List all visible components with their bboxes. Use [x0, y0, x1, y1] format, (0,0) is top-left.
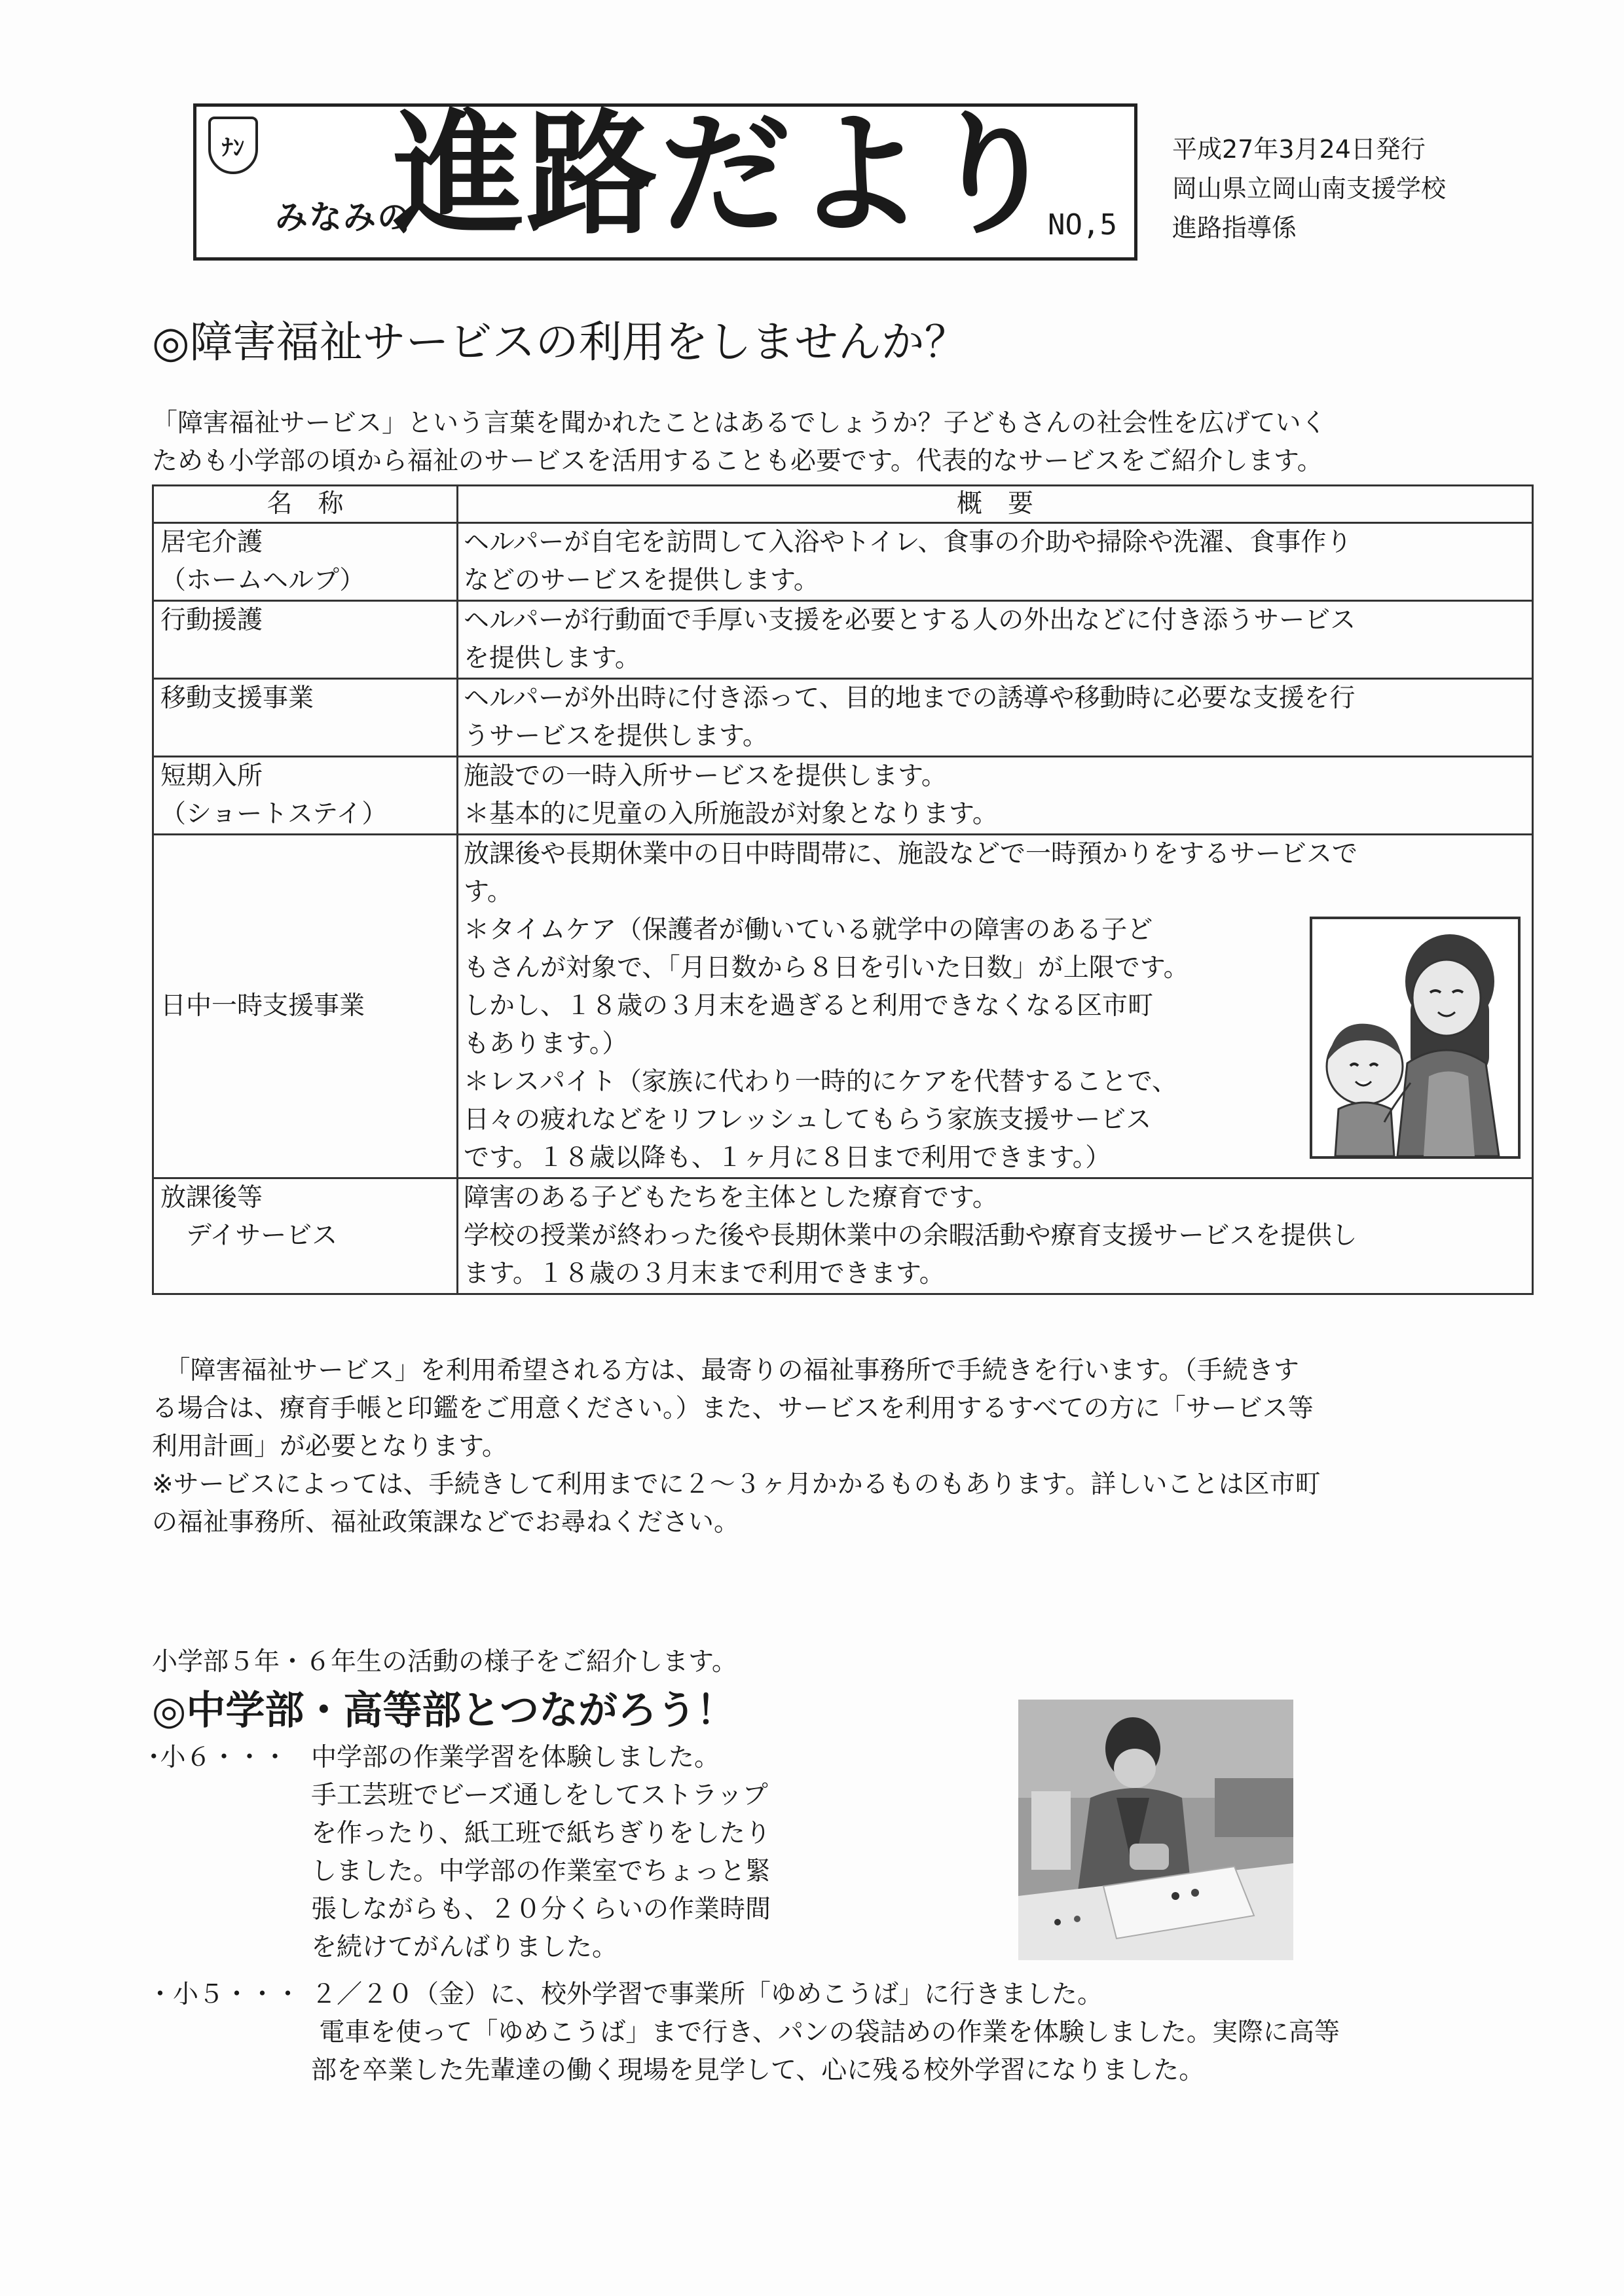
item6-line: 手工芸班でビーズ通しをしてストラップ	[311, 1781, 768, 1810]
table-header-row	[153, 486, 1533, 523]
note-line: 「障害福祉サービス」を利用希望される方は、最寄りの福祉事務所で手続きを行います。（手続きす	[152, 1356, 1299, 1385]
services-table	[152, 484, 1534, 1295]
mother-child-icon	[1312, 919, 1518, 1156]
publication-date: 平成27年3月24日発行	[1172, 135, 1426, 164]
school-logo	[208, 117, 258, 174]
school-name: 岡山県立岡山南支援学校	[1172, 174, 1447, 203]
table-row	[153, 523, 1533, 601]
note-line: る場合は、療育手帳と印鑑をご用意ください。）また、サービスを利用するすべての方に「サービス等	[152, 1394, 1314, 1423]
desc-line: 放課後や長期休業中の日中時間帯に、施設などで一時預かりをするサービスで	[464, 839, 1358, 869]
section1-heading: ◎障害福祉サービスの利用をしませんか？	[152, 317, 968, 367]
service-name: 行動援護	[153, 601, 458, 679]
header-summary: 概 要	[458, 486, 1533, 523]
desc-line: 学校の授業が終わった後や長期休業中の余暇活動や療育支援サービスを提供し	[464, 1221, 1357, 1250]
student-working-photo-icon	[1018, 1700, 1293, 1960]
desc-line: などのサービスを提供します。	[464, 566, 819, 595]
publication-info	[1172, 130, 1446, 247]
desc-line: を提供します。	[464, 644, 640, 673]
desc-line: ます。１８歳の３月末まで利用できます。	[464, 1259, 945, 1288]
service-name: 日中一時支援事業	[153, 835, 458, 1178]
service-name: 居宅介護 （ホームヘルプ）	[153, 523, 458, 601]
issue-number: NO,5	[1048, 208, 1117, 242]
desc-line: 障害のある子どもたちを主体とした療育です。	[464, 1183, 998, 1212]
service-name: 短期入所 （ショートステイ）	[153, 757, 458, 835]
item6-text	[311, 1739, 1005, 1967]
desc-line: ヘルパーが自宅を訪問して入浴やトイレ、食事の介助や掃除や洗濯、食事作り	[464, 528, 1352, 557]
section1-notes	[152, 1352, 1560, 1542]
service-desc	[458, 679, 1533, 757]
masthead-title: 進路だより	[393, 97, 1061, 253]
item5-first-line: ２／２０（金）に、校外学習で事業所「ゆめこうば」に行きました。	[311, 1980, 1103, 2009]
note-line: 利用計画」が必要となります。	[152, 1432, 507, 1461]
note-line: の福祉事務所、福祉政策課などでお尋ねください。	[152, 1508, 740, 1537]
school-logo-mark: ﾅﾝ	[222, 134, 244, 161]
desc-line: もあります。）	[464, 1029, 628, 1059]
item5-label: ・小５・・・	[147, 1980, 301, 2009]
mother-child-illustration	[1310, 917, 1521, 1159]
note-line: ※サービスによっては、手続きして利用までに２～３ヶ月かかるものもあります。詳しいことは区市町	[152, 1470, 1321, 1499]
section2-heading: ◎中学部・高等部とつながろう！	[152, 1688, 736, 1734]
item6-line: を作ったり、紙工班で紙ちぎりをしたり	[311, 1819, 771, 1848]
item6-line: 張しながらも、２０分くらいの作業時間	[311, 1895, 771, 1924]
desc-line: もさんが対象で、「月日数から８日を引いた日数」が上限です。	[464, 953, 1189, 983]
item6-label: ･小６・・・	[147, 1743, 288, 1772]
table-row	[153, 601, 1533, 679]
table-row	[153, 679, 1533, 757]
service-desc	[458, 1178, 1533, 1294]
desc-line: す。	[464, 877, 513, 907]
service-desc	[458, 601, 1533, 679]
department-name: 進路指導係	[1172, 213, 1297, 242]
section1-intro	[152, 405, 1560, 481]
desc-line: ＊タイムケア（保護者が働いている就学中の障害のある子ど	[464, 915, 1153, 945]
service-desc	[458, 523, 1533, 601]
desc-line: 施設での一時入所サービスを提供します。	[464, 761, 947, 791]
item5-line: 部を卒業した先輩達の働く現場を見学して、心に残る校外学習になりました。	[311, 2056, 1205, 2085]
intro-line: 「障害福祉サービス」という言葉を聞かれたことはあるでしょうか？子どもさんの社会性を広げていく	[152, 409, 1327, 438]
desc-line: ＊基本的に児童の入所施設が対象となります。	[464, 799, 998, 829]
header-name: 名 称	[153, 486, 458, 523]
desc-line: 日々の疲れなどをリフレッシュしてもらう家族支援サービス	[464, 1105, 1152, 1135]
item6-line: 中学部の作業学習を体験しました。	[311, 1743, 720, 1772]
desc-line: ヘルパーが外出時に付き添って、目的地までの誘導や移動時に必要な支援を行	[464, 683, 1356, 713]
masthead-prefix: みなみの	[275, 198, 411, 236]
item6-line: しました。中学部の作業室でちょっと緊	[311, 1857, 771, 1886]
section2-lead: 小学部５年・６年生の活動の様子をご紹介します。	[152, 1647, 737, 1677]
service-name: 移動支援事業	[153, 679, 458, 757]
service-name: 放課後等 デイサービス	[153, 1178, 458, 1294]
intro-line: ためも小学部の頃から福祉のサービスを活用することも必要です。代表的なサービスをご紹介します。	[152, 446, 1323, 476]
activity-photo	[1018, 1700, 1293, 1960]
item6-line: を続けてがんばりました。	[311, 1933, 618, 1962]
desc-line: です。１８歳以降も、１ヶ月に８日まで利用できます。）	[464, 1143, 1111, 1173]
desc-line: ＊レスパイト（家族に代わり一時的にケアを代替することで、	[464, 1067, 1178, 1097]
item5-line: 電車を使って「ゆめこうば」まで行き、パンの袋詰めの作業を体験しました。実際に高等	[311, 2018, 1340, 2047]
desc-line: ヘルパーが行動面で手厚い支援を必要とする人の外出などに付き添うサービス	[464, 606, 1356, 635]
table-row	[153, 1178, 1533, 1294]
table-row	[153, 757, 1533, 835]
service-desc	[458, 757, 1533, 835]
desc-line: しかし、１８歳の３月末を過ぎると利用できなくなる区市町	[464, 991, 1154, 1021]
desc-line: うサービスを提供します。	[464, 721, 768, 751]
